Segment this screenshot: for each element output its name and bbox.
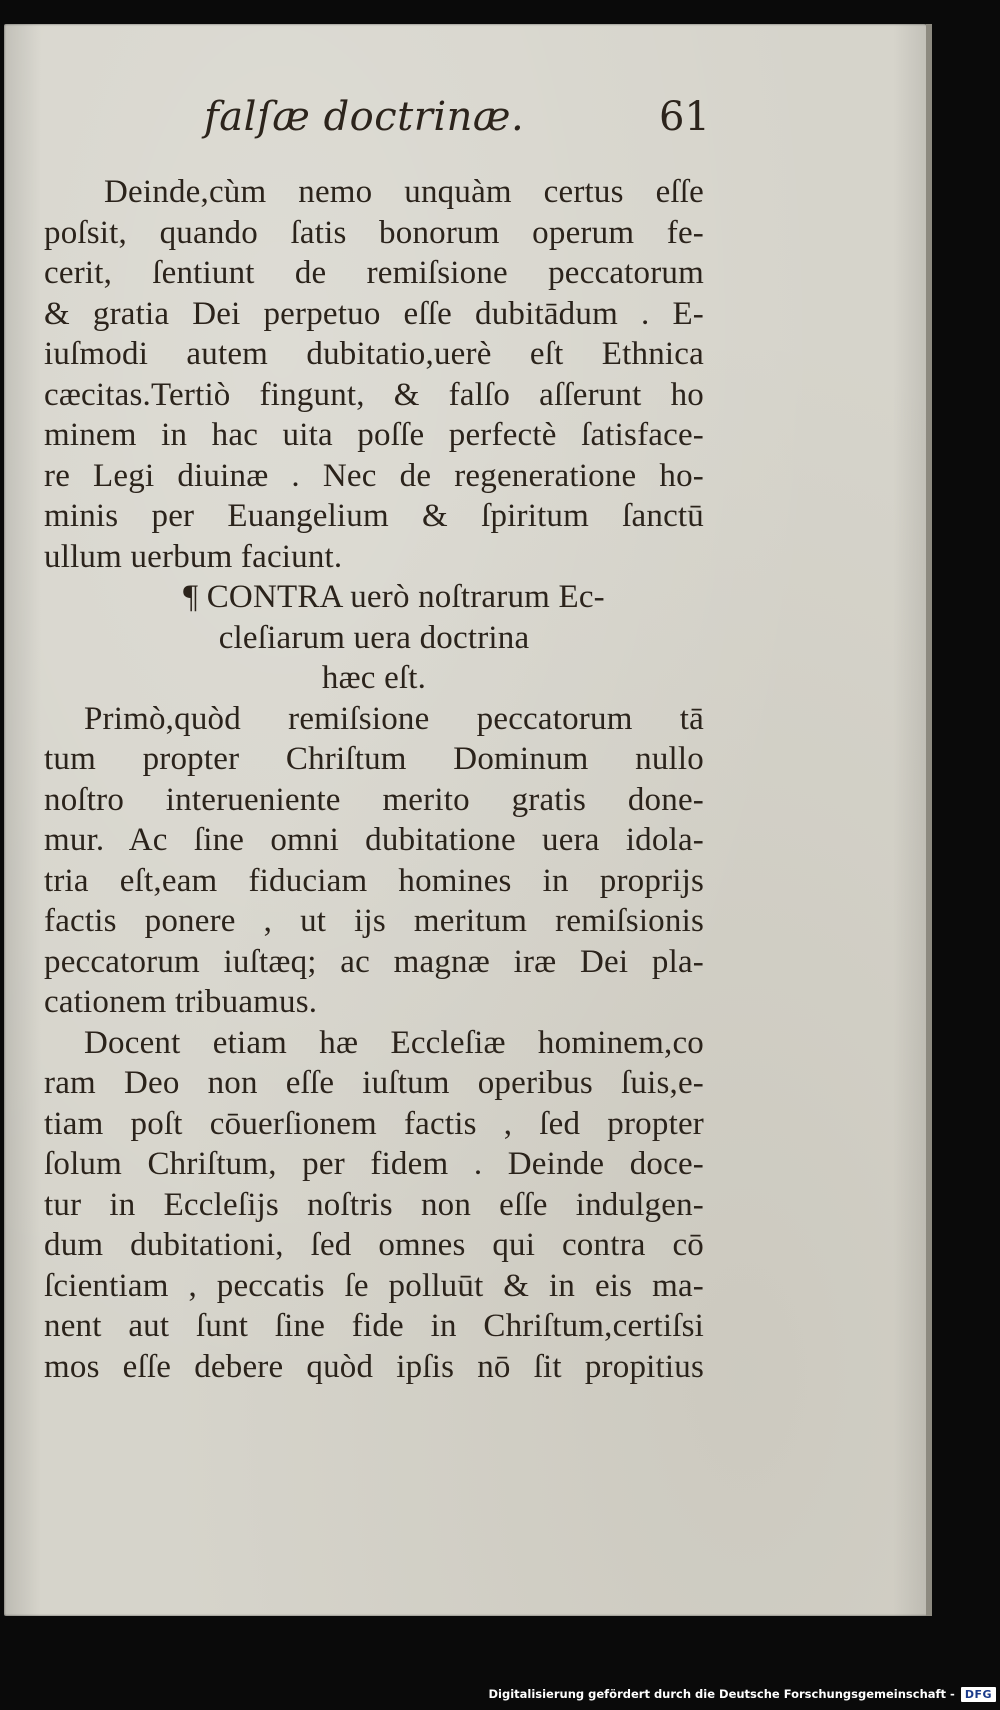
section-heading: cleſiarum uera doctrina	[218, 619, 530, 656]
text-line: minis per Euangelium & ſpiritum ſanctū	[44, 498, 704, 534]
text-line: dum dubitationi, ſed omnes qui contra cō	[44, 1227, 704, 1263]
text-line: ſcientiam , peccatis ſe polluūt & in eis ma-	[44, 1267, 704, 1304]
section-heading: hæc eſt.	[321, 660, 427, 696]
text-line: Docent etiam hæ Eccleſiæ hominem,co	[84, 1024, 704, 1061]
text-line: & gratia Dei perpetuo eſſe dubitādum . E-	[44, 295, 704, 332]
text-line: noſtro interueniente merito gratis done-	[44, 781, 704, 818]
text-line: tiam poſt cōuerſionem factis , ſed propter	[44, 1105, 704, 1142]
text-line: peccatorum iuſtæq; ac magnæ iræ Dei pla-	[44, 943, 704, 980]
text-line: ram Deo non eſſe iuſtum operibus ſuis,e-	[44, 1065, 704, 1101]
body-text	[44, 172, 704, 1387]
text-line: ſolum Chriſtum, per fidem . Deinde doce-	[44, 1146, 704, 1182]
text-line: cerit, ſentiunt de remiſsione peccatorum	[44, 255, 704, 291]
section-heading: ¶ CONTRA uerò noſtrarum Ec-	[183, 579, 605, 615]
text-line: nent aut ſunt ſine fide in Chriſtum,certiſsi	[44, 1308, 704, 1344]
text-line: tria eſt,eam fiduciam homines in proprijs	[44, 862, 704, 899]
text-line: factis ponere , ut ijs meritum remiſsionis	[44, 903, 704, 939]
text-line: tur in Eccleſijs noſtris non eſſe indulgen-	[44, 1186, 704, 1223]
text-line: cæcitas.Tertiò fingunt, & falſo aſſerunt ho	[44, 376, 704, 413]
text-line: cationem tribuamus.	[44, 984, 318, 1020]
text-line: mos eſſe debere quòd ipſis nō ſit propitius	[44, 1348, 704, 1385]
text-line: poſsit, quando ſatis bonorum operum fe-	[44, 214, 704, 251]
text-line: Deinde,cùm nemo unquàm certus eſſe	[104, 174, 704, 210]
running-title: falſæ doctrinæ.	[204, 94, 525, 140]
digitization-credit	[488, 1684, 996, 1704]
text-line: tum propter Chriſtum Dominum nullo	[44, 741, 704, 777]
page-edge	[926, 24, 932, 1616]
text-line: Primò,quòd remiſsione peccatorum tā	[84, 700, 704, 737]
dfg-logo: DFG	[961, 1687, 996, 1702]
text-line: re Legi diuinæ . Nec de regeneratione ho-	[44, 457, 704, 494]
text-line: minem in hac uita poſſe perfectè ſatisface-	[44, 417, 704, 453]
text-line: iuſmodi autem dubitatio,uerè eſt Ethnica	[44, 336, 704, 372]
credit-text: Digitalisierung gefördert durch die Deutsche Forschungsgemeinschaft -	[488, 1687, 955, 1701]
page-number: 61	[659, 94, 710, 140]
text-line: mur. Ac ſine omni dubitatione uera idola-	[44, 822, 704, 858]
text-line: ullum uerbum faciunt.	[44, 538, 343, 575]
book-page	[4, 24, 930, 1616]
